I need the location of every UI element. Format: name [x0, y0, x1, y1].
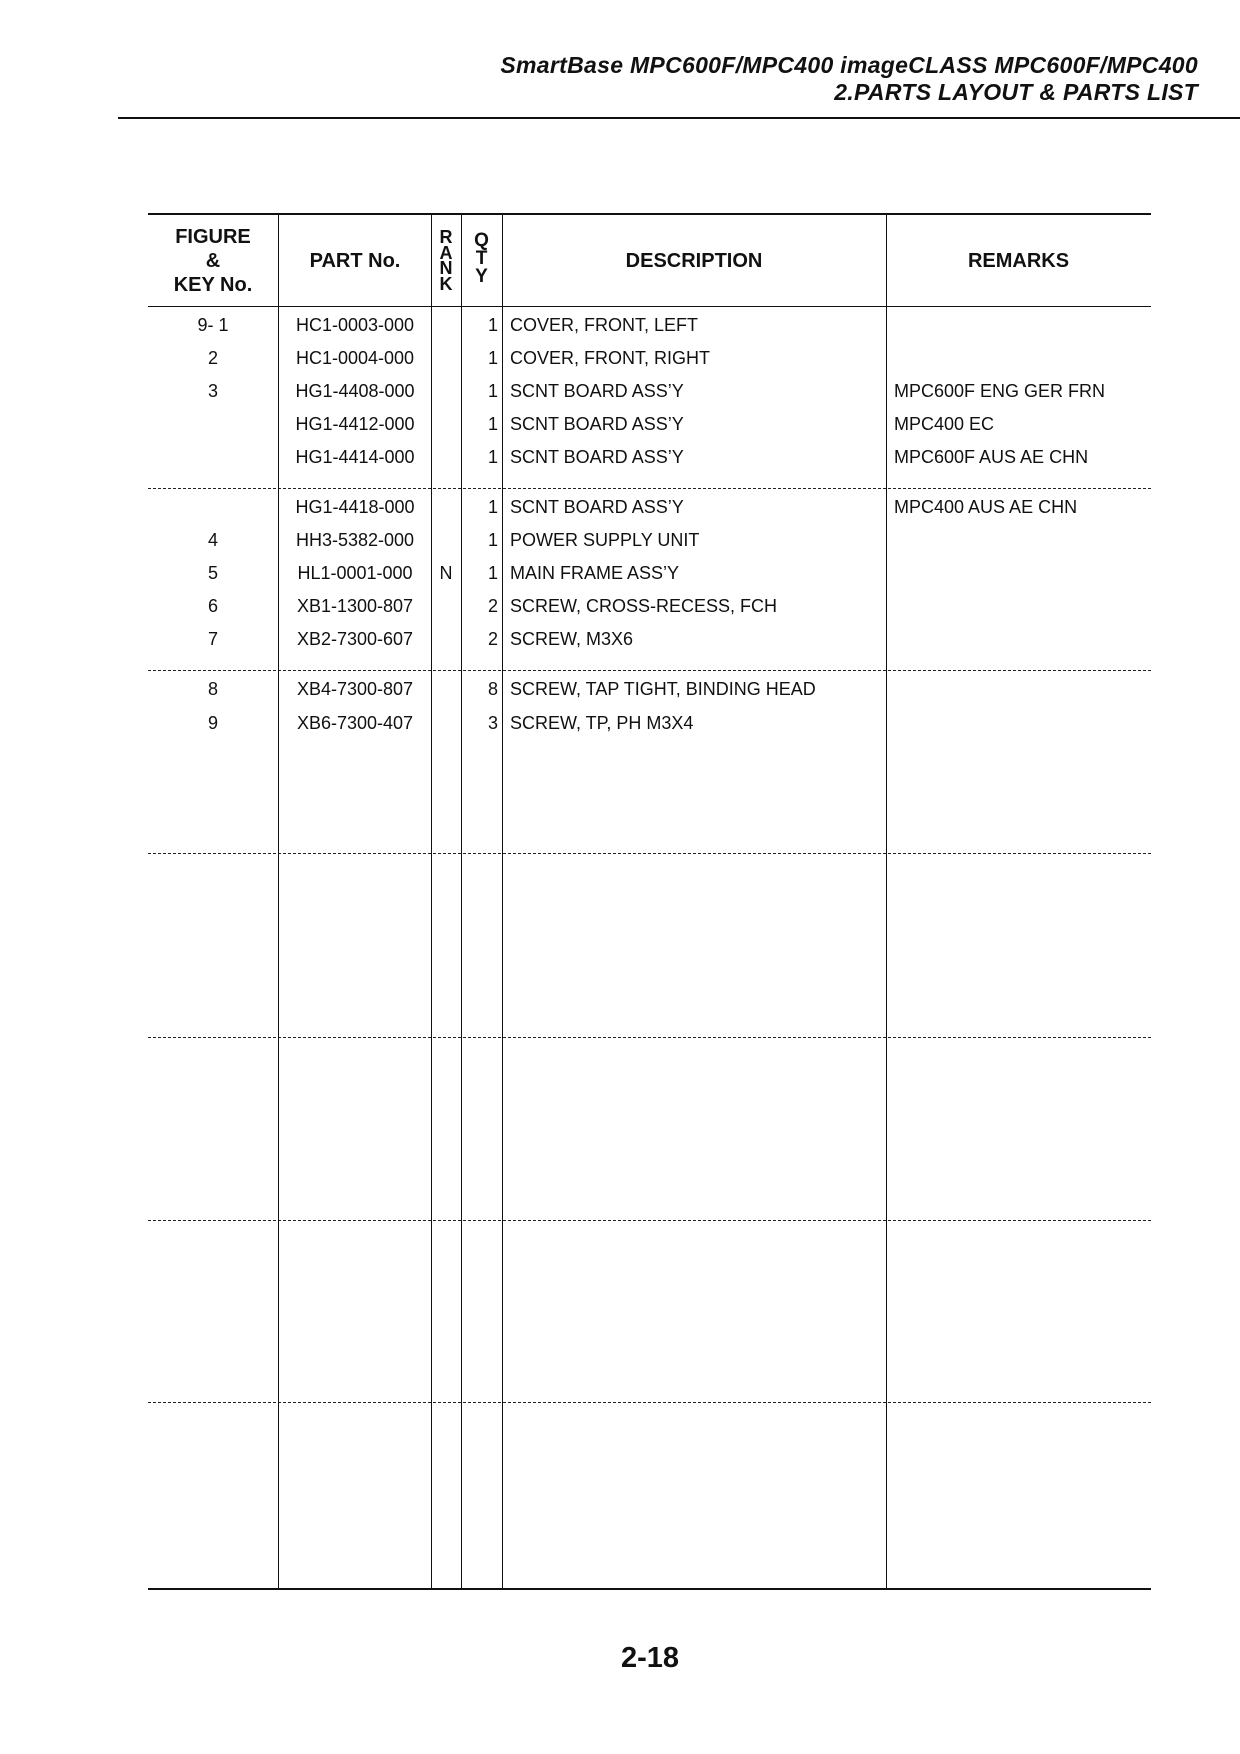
remarks-cell: MPC400 AUS AE CHN [894, 497, 1078, 517]
header-figure-key [148, 215, 278, 307]
table-row [148, 309, 1151, 342]
part-number-cell: HG1-4418-000 [295, 497, 415, 517]
figure-key-cell: 5 [207, 563, 218, 583]
header-qty-letter: Q [474, 230, 489, 251]
part-number-cell: HC1-0003-000 [295, 315, 415, 335]
part-number-cell: XB1-1300-807 [296, 596, 414, 616]
header-rank-letter: R [439, 227, 453, 247]
description-cell: SCREW, TAP TIGHT, BINDING HEAD [510, 679, 816, 699]
part-number-cell: HG1-4412-000 [295, 414, 415, 434]
header-remarks: REMARKS [967, 250, 1070, 272]
description-cell: SCREW, M3X6 [510, 629, 634, 649]
rank-cell: N [439, 563, 453, 583]
page-number: 2-18 [620, 1642, 680, 1674]
description-cell: SCNT BOARD ASS’Y [510, 497, 684, 517]
header-rank-letter: K [439, 273, 453, 294]
figure-key-cell: 7 [207, 629, 218, 649]
header-figure-line: KEY No. [173, 274, 253, 296]
description-cell: SCREW, TP, PH M3X4 [510, 713, 694, 733]
description-cell: MAIN FRAME ASS’Y [510, 563, 680, 583]
quantity-cell: 1 [487, 563, 498, 583]
row-group-divider [148, 853, 1151, 854]
header-qty-letter: Y [475, 266, 488, 287]
row-group-divider [148, 1402, 1151, 1403]
part-number-cell: HC1-0004-000 [295, 348, 415, 368]
document-title: SmartBase MPC600F/MPC400 imageCLASS MPC600F/MPC400 [500, 52, 1198, 78]
row-group-divider [148, 488, 1151, 489]
header-rank-letter: N [439, 258, 453, 278]
header-figure-line: FIGURE [175, 226, 251, 248]
header-rank [431, 215, 461, 307]
header-figure-line: & [205, 250, 221, 272]
quantity-cell: 1 [487, 497, 498, 517]
table-bottom-rule [148, 1588, 1151, 1590]
header-description: DESCRIPTION [625, 250, 763, 272]
description-cell: SCREW, CROSS-RECESS, FCH [510, 596, 778, 616]
part-number-cell: HH3-5382-000 [295, 530, 415, 550]
table-row [148, 408, 1151, 441]
header-rank-letter: A [439, 242, 453, 263]
table-row [148, 491, 1151, 524]
part-number-cell: HL1-0001-000 [297, 563, 413, 583]
part-number-cell: XB4-7300-807 [296, 679, 414, 699]
quantity-cell: 1 [487, 530, 498, 550]
row-group-divider [148, 670, 1151, 671]
table-row [148, 623, 1151, 656]
figure-key-cell: 2 [207, 348, 218, 368]
quantity-cell: 2 [487, 629, 498, 649]
figure-key-cell: 8 [207, 679, 218, 699]
remarks-cell: MPC600F ENG GER FRN [894, 381, 1106, 401]
table-row [148, 707, 1151, 740]
row-group-divider [148, 1220, 1151, 1221]
description-cell: POWER SUPPLY UNIT [510, 530, 700, 550]
header-rule [118, 117, 1240, 119]
part-number-cell: XB6-7300-407 [296, 713, 414, 733]
table-row [148, 441, 1151, 474]
quantity-cell: 2 [487, 596, 498, 616]
header-qty-letter: T [475, 248, 488, 269]
parts-list-table [148, 213, 1151, 1590]
figure-key-cell: 4 [207, 530, 218, 550]
header-qty [461, 215, 502, 307]
table-row [148, 590, 1151, 623]
figure-key-cell: 6 [207, 596, 218, 616]
quantity-cell: 1 [487, 447, 498, 467]
part-number-cell: XB2-7300-607 [296, 629, 414, 649]
figure-key-cell: 9- 1 [197, 315, 229, 335]
part-number-cell: HG1-4408-000 [295, 381, 415, 401]
description-cell: COVER, FRONT, RIGHT [510, 348, 711, 368]
quantity-cell: 1 [487, 414, 498, 434]
remarks-cell: MPC600F AUS AE CHN [894, 447, 1089, 467]
quantity-cell: 1 [487, 348, 498, 368]
description-cell: COVER, FRONT, LEFT [510, 315, 699, 335]
table-row [148, 557, 1151, 590]
section-title: 2.PARTS LAYOUT & PARTS LIST [834, 79, 1198, 105]
quantity-cell: 1 [487, 381, 498, 401]
description-cell: SCNT BOARD ASS’Y [510, 447, 684, 467]
description-cell: SCNT BOARD ASS’Y [510, 414, 684, 434]
figure-key-cell: 9 [207, 713, 218, 733]
table-row [148, 524, 1151, 557]
figure-key-cell: 3 [207, 381, 218, 401]
quantity-cell: 8 [487, 679, 498, 699]
table-row [148, 673, 1151, 706]
part-number-cell: HG1-4414-000 [295, 447, 415, 467]
quantity-cell: 3 [487, 713, 498, 733]
header-part-no: PART No. [309, 250, 401, 272]
quantity-cell: 1 [487, 315, 498, 335]
remarks-cell: MPC400 EC [894, 414, 995, 434]
description-cell: SCNT BOARD ASS’Y [510, 381, 684, 401]
table-row [148, 342, 1151, 375]
table-row [148, 375, 1151, 408]
row-group-divider [148, 1037, 1151, 1038]
